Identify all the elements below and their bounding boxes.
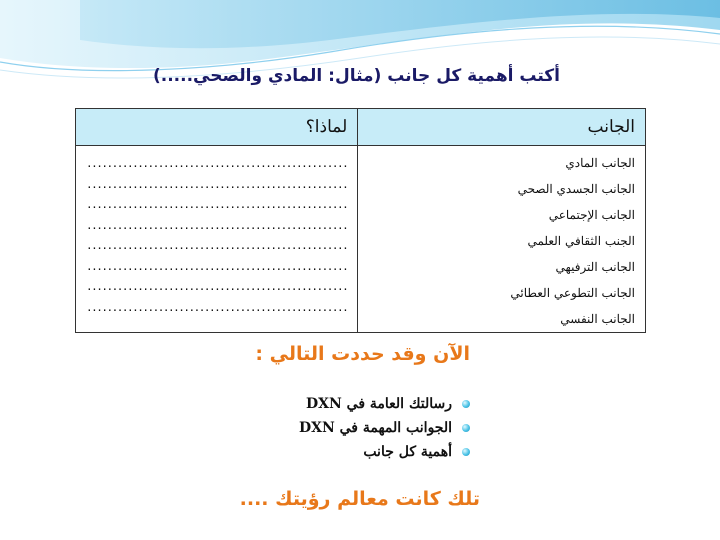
table-header-row (76, 109, 646, 146)
dotted-line: ................................................... (86, 239, 348, 252)
list-item: الجانب الإجتماعي (548, 208, 635, 222)
dotted-line: ................................................... (86, 280, 348, 293)
bullet-item (200, 392, 470, 416)
table-body-row (76, 146, 646, 333)
bullet-text: رسالتك العامة في DXN (305, 396, 452, 412)
list-item: الجانب التطوعي العطائي (510, 286, 635, 300)
list-item: الجانب النفسي (560, 312, 635, 326)
bullet-list (200, 392, 470, 464)
list-item: الجانب الجسدي الصحي (517, 182, 635, 196)
bullet-item (200, 440, 470, 464)
bullet-item (200, 416, 470, 440)
closing-text: تلك كانت معالم رؤيتك .... (239, 488, 480, 510)
list-item: الجانب المادي (565, 156, 635, 170)
slide-title: أكتب أهمية كل جانب (مثال: المادي والصحي.....) (153, 66, 560, 86)
bullet-dot-icon (462, 448, 470, 456)
list-item: الجنب الثقافي العلمي (527, 234, 635, 248)
dotted-line: ................................................... (86, 300, 348, 314)
bullet-dot-icon (462, 400, 470, 408)
dotted-lines (86, 150, 347, 318)
bullet-text: أهمية كل جانب (363, 444, 452, 460)
dotted-line: ................................................... (86, 157, 348, 170)
header-why: لماذا؟ (76, 109, 358, 146)
aspects-cell (358, 146, 646, 333)
dotted-line: ................................................... (86, 259, 348, 273)
why-cell (76, 146, 358, 333)
now-heading: الآن وقد حددت التالي : (255, 343, 470, 365)
bullet-dot-icon (462, 424, 470, 432)
dotted-line: ................................................... (86, 218, 348, 232)
dotted-line: ................................................... (86, 198, 348, 211)
dotted-line: ................................................... (86, 177, 348, 191)
aspects-table (75, 108, 646, 333)
list-item: الجانب الترفيهي (555, 260, 635, 274)
header-aspect: الجانب (358, 109, 646, 146)
bullet-text: الجوانب المهمة في DXN (298, 420, 452, 436)
aspects-list (368, 150, 635, 332)
